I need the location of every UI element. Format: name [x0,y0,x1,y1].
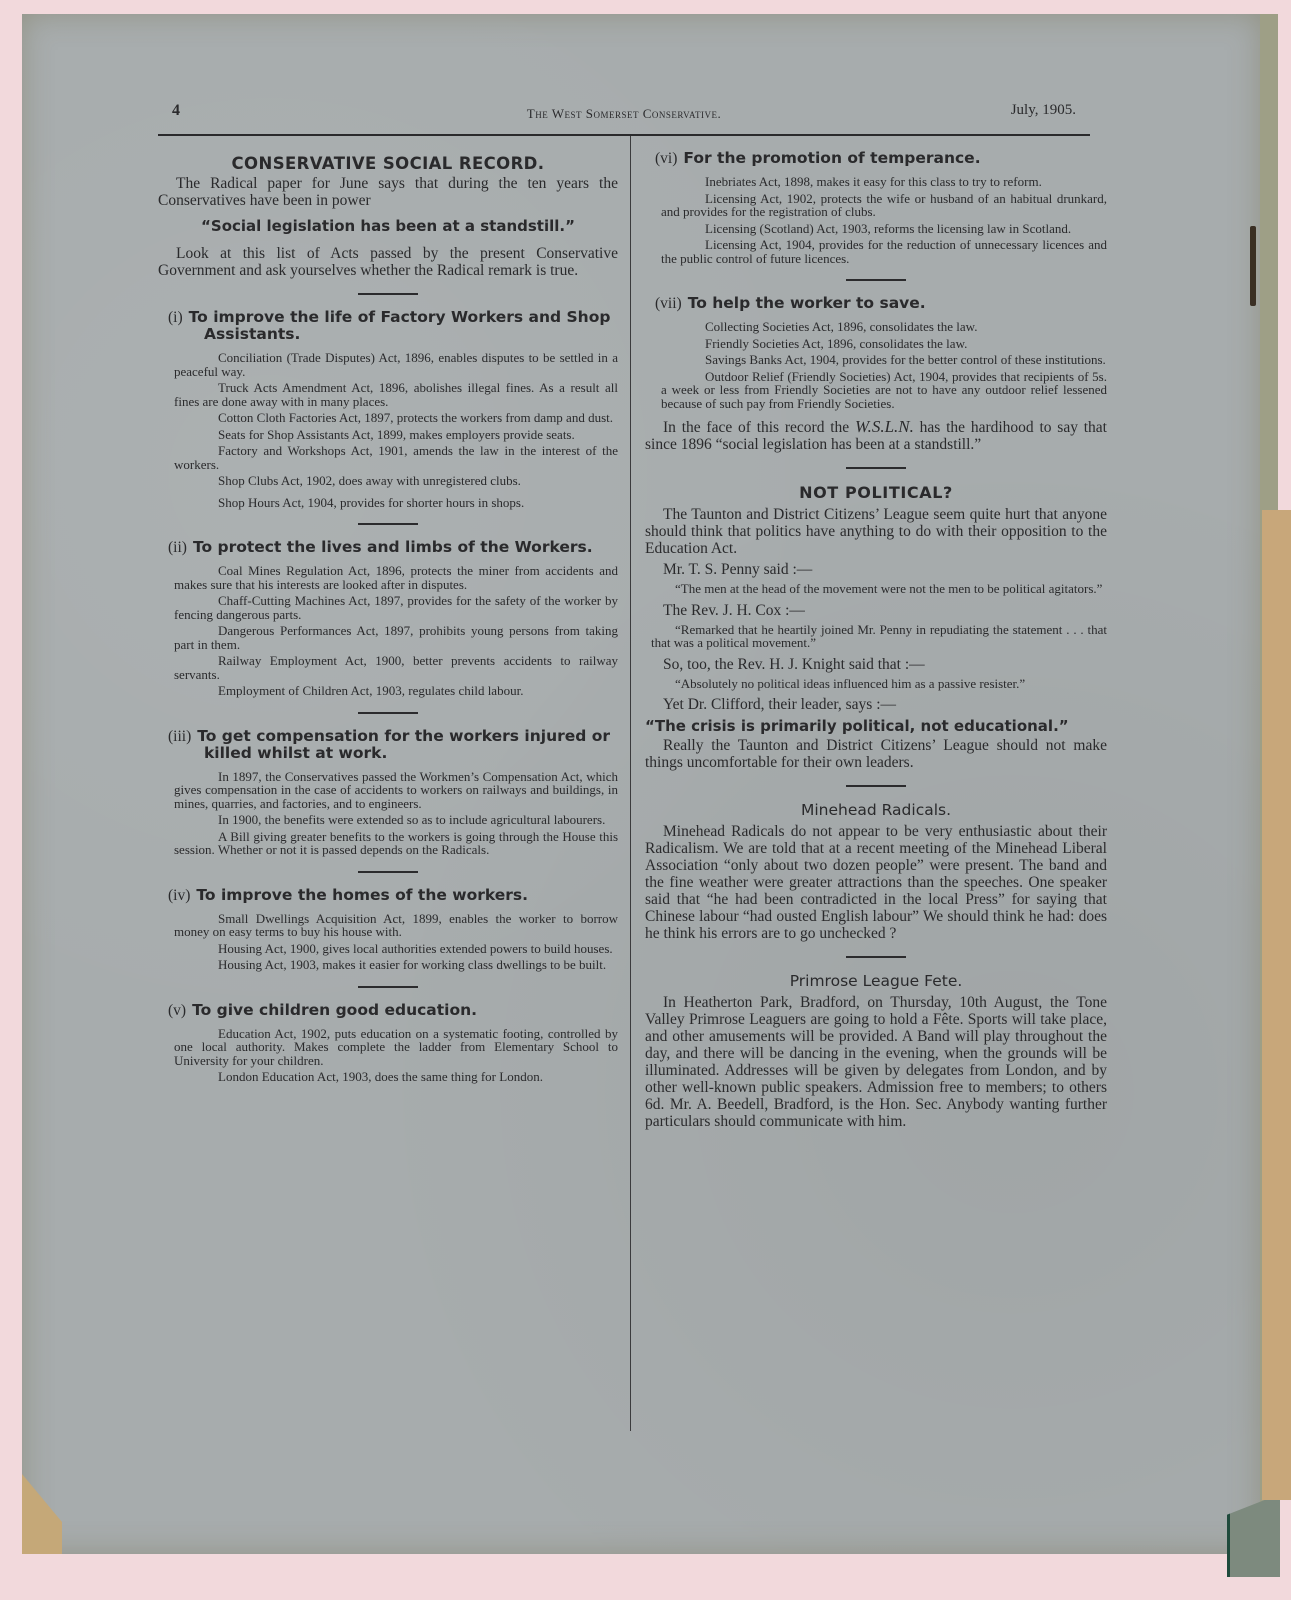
quote-speaker: Mr. T. S. Penny said :— [663,561,813,578]
quote-text: “The men at the head of the movement were not the men to be political agitators.” [675,581,1103,596]
paper-edge [1262,510,1291,1500]
section-rule [846,467,906,469]
act-item: Collecting Societies Act, 1896, consolidates the law. [705,319,978,334]
act-item: Railway Employment Act, 1900, better prevents accidents to railway servants. [174,653,618,682]
act-item: In 1900, the benefits were extended so as to include agricultural labourers. [218,812,606,827]
article-paragraph: Minehead Radicals do not appear to be very enthusiastic about their Radicalism. We are told that at a recent meeting of the Minehead Liberal Association “only about two dozen people” were present. The band and the fine weather were greater attractions than the speeches. One speaker said that “he had been contradicted in the local Press” for saying that Chinese labour “had ousted English labour” We should think he had: does he think his errors are to go unchecked ? [645,823,1107,942]
section-heading: (iv) To improve the homes of the workers. [168,885,529,904]
act-item: Licensing Act, 1902, protects the wife or husband of an habitual drunkard, and provides for the registration of clubs. [661,190,1107,219]
quote-speaker: So, too, the Rev. H. J. Knight said that :— [663,655,925,673]
act-item: Conciliation (Trade Disputes) Act, 1896, enables disputes to be settled in a peaceful way. [174,350,618,379]
torn-corner [22,1474,62,1554]
leader-quote: “The crisis is primarily political, not educational.” [645,717,1069,735]
act-item: Housing Act, 1903, makes it easier for working class dwellings to be built. [218,957,607,972]
act-item: In 1897, the Conservatives passed the Workmen’s Compensation Act, which gives compensation in the case of accidents to workers on railways and buildings, in mines, quarries, and factories, and to engineers. [174,768,618,811]
act-item: Friendly Societies Act, 1896, consolidates the law. [705,335,968,351]
paper-stain [1250,226,1256,306]
act-item: London Education Act, 1903, does the same thing for London. [218,1069,543,1084]
section-rule [846,956,906,958]
act-item: Chaff-Cutting Machines Act, 1897, provides for the safety of the worker by fencing dangerous parts. [174,593,618,622]
column-divider [630,136,631,1431]
section-rule [358,712,418,714]
issue-date: July, 1905. [1010,102,1076,118]
article-paragraph: Really the Taunton and District Citizens’ League should not make things uncomfortable for their own leaders. [645,737,1107,771]
left-column [158,150,618,1092]
section-rule [846,279,906,281]
article-paragraph: In Heatherton Park, Bradford, on Thursday, 10th August, the Tone Valley Primrose Leaguers are going to hold a Fête. Sports will take place, and other amusements will be provided. A Band will play throughout the day, and there will be dancing in the evening, when the grounds will be illuminated. Addresses will be given by delegates from London, and by other well-known public speakers. Admission free to members; to others 6d. Mr. A. Beedell, Bradford, is the Hon. Sec. Anybody wanting further particulars should communicate with him. [645,994,1107,1130]
article-title: Minehead Radicals. [800,801,952,819]
act-item: Small Dwellings Acquisition Act, 1899, enables the worker to borrow money on easy terms to buy his house with. [174,910,618,939]
publication-title: The West Somerset Conservative. [526,106,722,121]
act-item: Dangerous Performances Act, 1897, prohibits young persons from taking part in them. [174,623,618,652]
article-title: Primrose League Fete. [789,972,963,990]
section-heading: (vi) For the promotion of temperance. [655,149,981,167]
act-item: Employment of Children Act, 1903, regulates child labour. [218,683,524,698]
quote-text: “Absolutely no political ideas influenced him as a passive resister.” [675,675,1026,691]
act-item: Inebriates Act, 1898, makes it easy for this class to try to reform. [705,174,1042,189]
article-paragraph: The Taunton and District Citizens’ League seem quite hurt that anyone should think that politics have anything to do with their opposition to the Education Act. [645,506,1107,557]
section-rule [846,785,906,787]
section-rule [358,986,418,988]
act-item: Shop Clubs Act, 1902, does away with unregistered clubs. [218,473,521,488]
act-item: Seats for Shop Assistants Act, 1899, makes employers provide seats. [218,426,575,442]
act-item: Shop Hours Act, 1904, provides for shorter hours in shops. [218,494,525,510]
act-item: A Bill giving greater benefits to the workers is going through the House this session. Whether or not it is passed depends on the Radicals. [174,828,618,857]
act-item: Factory and Workshops Act, 1901, amends the law in the interest of the workers. [174,443,618,472]
quote-text: “Remarked that he heartily joined Mr. Penny in repudiating the statement . . . that that was a political movement.” [651,621,1107,650]
section-rule [358,871,418,873]
act-item: Coal Mines Regulation Act, 1896, protects the miner from accidents and makes sure that his interests are looked after in disputes. [174,563,618,592]
article-title: NOT POLITICAL? [799,483,953,502]
section-rule [358,293,418,295]
page-header [158,100,1090,136]
right-column [645,150,1107,1133]
folded-corner [1227,1494,1280,1577]
conclusion-paragraph: In the face of this record the W.S.L.N. has the hardihood to say that since 1896 “social legislation has been at a standstill.” [645,417,1107,453]
article-title: CONSERVATIVE SOCIAL RECORD. [231,154,545,173]
act-item: Licensing (Scotland) Act, 1903, reforms the licensing law in Scotland. [705,220,1072,236]
pull-quote: “Social legislation has been at a standstill.” [201,217,575,235]
section-heading: (iii) To get compensation for the workers injured or killed whilst at work. [168,726,611,762]
page-number: 4 [172,102,180,119]
section-heading: (vii) To help the worker to save. [655,294,926,312]
section-heading: (i) To improve the life of Factory Workers and Shop Assistants. [168,308,611,343]
act-item: Cotton Cloth Factories Act, 1897, protects the workers from damp and dust. [218,410,613,425]
section-heading: (ii) To protect the lives and limbs of the Workers. [168,538,593,556]
act-item: Truck Acts Amendment Act, 1896, abolishes illegal fines. As a result all fines are done away with in many places. [174,380,618,409]
act-item: Education Act, 1902, puts education on a systematic footing, controlled by one local authority. Makes complete the ladder from Elementary School to University for your children. [174,1025,618,1068]
act-item: Licensing Act, 1904, provides for the reduction of unnecessary licences and the public control of future licences. [661,237,1107,266]
challenge-paragraph: Look at this list of Acts passed by the present Conservative Government and ask yourselves whether the Radical remark is true. [158,245,618,279]
section-rule [358,523,418,525]
quote-speaker: The Rev. J. H. Cox :— [663,601,805,619]
wsln-name: W.S.L.N. [854,417,914,436]
act-item: Housing Act, 1900, gives local authorities extended powers to build houses. [218,940,613,956]
intro-paragraph: The Radical paper for June says that during the ten years the Conservatives have been in power [158,175,618,209]
act-item: Outdoor Relief (Friendly Societies) Act, 1904, provides that recipients of 5s. a week or less from Friendly Societies are not to have any outdoor relief lessened because of such pay from Friendly Societies. [661,368,1107,411]
quote-speaker: Yet Dr. Clifford, their leader, says :— [663,696,896,713]
section-heading: (v) To give children good education. [168,1000,478,1019]
act-item: Savings Banks Act, 1904, provides for the better control of these institutions. [705,352,1106,367]
